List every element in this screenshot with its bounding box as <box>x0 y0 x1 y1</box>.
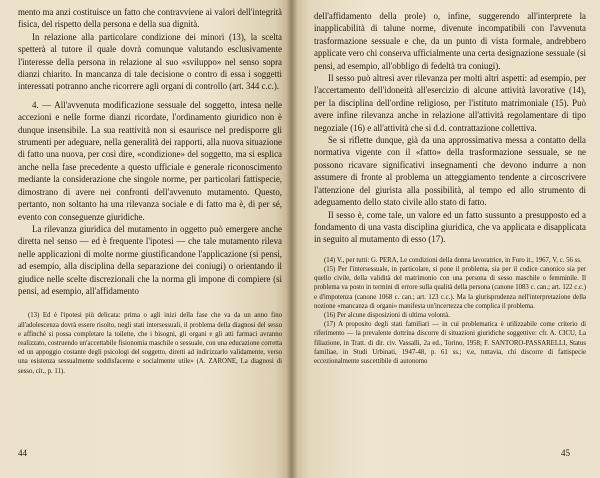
right-paragraph-3: Se si riflette dunque, già da una approssimativa messa a contatto della normativa vigente con il «fatto» della trasformazione sessuale, se ne possono ricavare significativi insegnamenti che devono indurre a non assumere di fronte al problema un atteggiamento tendente a circoscrivere l'attenzione del giurista alla possibilità, al tempo ed allo strumento di adeguamento dello stato civile allo stato di fatto. <box>314 135 586 208</box>
left-paragraph-1: mento ma anzi costituisce un fatto che contravviene ai valori dell'integrità fisica, del rispetto della persona e della sua dignità. <box>18 7 282 30</box>
left-paragraph-4: La rilevanza giuridica del mutamento in oggetto può emergere anche diretta nel senso — ed è frequente l'ipotesi — che tale mutamento rileva nelle applicazioni di molte norme giustificandone l'applicazione (si pensi, ad esempio, alla disciplina della separazione dei coniugi) o orientando il giudice nelle scelte discrezionali che la norma gli impone di compiere (si pensi, ad esempio, all'affidamento <box>18 223 282 296</box>
left-page-number: 44 <box>18 448 27 458</box>
footnote-13: (13) Ed è l'ipotesi più delicata: prima o agli inizi della fase che va da un anno fino all'adolescenza dovrà essere risolto, negli stati intersessuali, il problema della diagnosi del sesso e affinché si possa completare la toilette, che i bisogni, gli organi e gli atti farmaci avranno realizzato, costruendo un'accettabile fisionomia maschile o sessuale, con una educazione corretta ed un appoggio costante degli psicologi del soggetto, diretti ad indirizzarlo validamente, verso una esistenza sessualmente soddisfacente e socialmente utile» (A. ZARONE, La diagnosi di sesso, cit., p. 11). <box>18 312 282 375</box>
right-paragraph-4: Il sesso è, come tale, un valore ed un fatto sussunto a presupposto ed a fondamento di una vasta disciplina giuridica, che va applicata e disapplicata in seguito al mutamento di esso (17). <box>314 209 586 245</box>
right-page-number: 45 <box>561 448 570 458</box>
book-gutter-shadow <box>286 0 298 478</box>
left-paragraph-3: 4. — All'avvenuta modificazione sessuale del soggetto, intesa nelle accezioni e nelle forme dianzi ricordate, l'ordinamento giuridico non è dunque insensibile. La sua reattività non si esaurisce nel predisporre gli strumenti per adeguare, nella generalità dei rapporti, alla nuova situazione di fatto una nuova, per così dire, «condizione» del soggetto, ma si esplica anche nella fase precedente a questo ufficiale e generale riconoscimento mediante la considerazione che singole norme, per particolari fattispecie, dimostrano di avere nei confronti dell'avvenuto mutamento. Questo, pertanto, non soltanto ha una rilevanza sociale e di fatto ma è, di per sé, evento con conseguenze giuridiche. <box>18 99 282 222</box>
right-paragraph-2: Il sesso può altresì aver rilevanza per molti altri aspetti: ad esempio, per l'accertamento dell'idoneità all'esercizio di alcune attività lavorative (14), per la disciplina dell'ordine religioso, per l'istituto matrimoniale (15). Può avere infine rilevanza anche in relazione all'attività regolamentare di tipo negoziale (16) e all'attività che si d.d. contrattazione collettiva. <box>314 73 586 133</box>
left-body-text <box>18 6 282 297</box>
right-paragraph-1: dell'affidamento della prole) o, infine, suggerendo all'interprete la inapplicabilità di talune norme, divenute incompatibili con l'avvenuta trasformazione sessuale e che, da un punto di vista formale, andrebbero applicate vero chi conserva ufficialmente una certa designazione sessuale (si pensi, ad esempio, all'obbligo di fedeltà tra coniugi). <box>314 11 586 71</box>
footnote-17: (17) A proposito degli stati familiari — in cui problematica è utilizzabile come criterio di riferimento — la prevalente dottrina discorre di situazioni giuridiche soggettive: cfr. A. CICU, La filiazione, in Tratt. di dir. civ. Vassalli, 2a ed., Torino, 1958; F. SANTORO-PASSARELLI, Status familiae, in Studi Urbinati, 1947-48, p. 61 ss.; v.e, tuttavia, chi discorre di fattispecie eccezionalmente suscettibile di autonomo <box>314 321 586 365</box>
footnote-14: (14) V., per tutti: G. PERA, Le condizioni della donna lavoratrice, in Foro it., 1967, V, c. 56 ss. <box>324 256 582 264</box>
right-footnotes <box>314 256 586 366</box>
right-page <box>292 0 600 478</box>
left-paragraph-2: In relazione alla particolare condizione dei minori (13), la scelta spetterà al tutore il quale dovrà comunque valutando esclusivamente l'interesse della persona in relazione al suo «sviluppo» nel senso sopra dianzi chiarito. In mancanza di tale decisione o contro di essa i soggetti interessati potranno anche ricorrere agli organi di controllo (art. 344 c.c.). <box>18 31 282 92</box>
left-footnotes <box>18 311 282 375</box>
left-page <box>0 0 292 478</box>
footnote-15: (15) Per l'intersessuale, in particolare, si pone il problema, sia per il codice canonico sia per quello civile, della validità del matrimonio con una persona di sesso maschile o femminile. Il problema va posto in termini di errore sulla qualità della persona (canone 1083 c. can.; art. 122 c.c.) e d'impotenza (canone 1068 c. can.; art. 123 c.c.). Ma la giurisprudenza nell'interpretazione della nozione «mancanza di organi» manifesta un'incertezza che complica il problema. <box>314 265 586 310</box>
right-body-text <box>314 10 586 246</box>
footnote-16: (16) Per alcune disposizioni di ultima volontà. <box>324 311 450 319</box>
